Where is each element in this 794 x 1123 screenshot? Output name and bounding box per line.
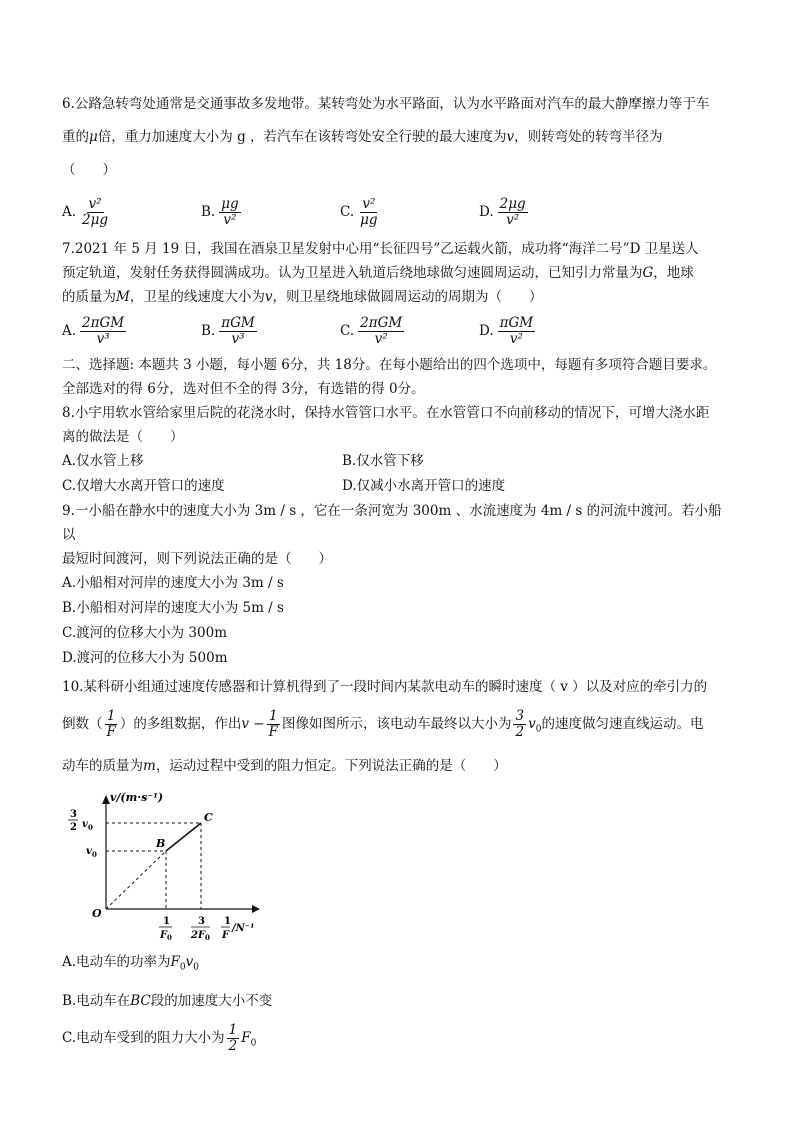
q8-option-a[interactable]: A.仅水管上移 [62, 453, 144, 469]
y-tick-top-sub: 0 [88, 822, 93, 832]
x-axis-label: /N⁻¹ [232, 922, 255, 934]
exam-page [62, 88, 734, 1064]
q10-stem-line-2 [62, 704, 734, 750]
q8-option-d[interactable]: D.仅减小水离开管口的速度 [342, 478, 506, 494]
x-axis-arrow [252, 905, 260, 913]
frac-den: v² [223, 211, 237, 228]
v-vs-inverse-F-graph [64, 791, 264, 941]
question-8 [62, 401, 734, 499]
q10-c-frac-half [227, 1023, 240, 1054]
q10-v0: v [528, 716, 536, 732]
x-tick2-sub: 0 [205, 932, 210, 941]
x-tick1-sub: 0 [167, 932, 172, 941]
q7-options [62, 309, 734, 353]
q6-mu: μ [89, 129, 98, 145]
point-c-label: C [204, 810, 213, 824]
q6-option-a[interactable] [62, 197, 201, 228]
x-tick2-num: 3 [198, 915, 205, 927]
option-fraction [219, 316, 256, 347]
option-fraction [498, 316, 535, 347]
question-10 [62, 671, 734, 1064]
q10-a-sub: 0 [179, 962, 186, 973]
q10-b-text: 段的加速度大小不变 [150, 993, 273, 1010]
q10-a-sub: 0 [193, 962, 200, 973]
q7-stem-line-2 [62, 261, 734, 285]
option-label: A. [62, 323, 77, 339]
q7-text: ，地球 [653, 265, 694, 281]
q7-option-d[interactable] [479, 316, 618, 347]
x-tick1-den: F [160, 929, 168, 941]
q9-option-b[interactable]: B.小船相对河岸的速度大小为 5m / s [62, 600, 284, 616]
frac-num: πGM [499, 314, 534, 331]
frac-den: 2μg [82, 211, 109, 228]
q7-text: 的质量为 [62, 289, 116, 305]
segment-BC [166, 823, 201, 851]
option-label: A. [62, 204, 77, 220]
q10-text: 动车的质量为 [62, 757, 143, 774]
frac-den: F [268, 724, 278, 740]
q8-stem-line-2: 离的做法是（ ） [62, 429, 184, 445]
q10-b-BC: BC [130, 993, 151, 1010]
frac-num: μg [221, 195, 239, 212]
question-9 [62, 499, 734, 671]
q7-option-a[interactable] [62, 316, 201, 347]
option-label: B. [201, 204, 216, 220]
q7-option-b[interactable] [201, 316, 340, 347]
q8-options-row-2 [62, 474, 734, 499]
q10-c-sub: 0 [250, 1039, 257, 1050]
frac-num: πGM [221, 314, 255, 331]
q10-a-F: F [170, 953, 180, 970]
q10-option-c[interactable] [62, 1018, 734, 1064]
frac-num: v² [88, 195, 102, 212]
q7-option-c[interactable] [340, 316, 479, 347]
q8-option-b[interactable]: B.仅水管下移 [342, 453, 424, 469]
q9-option-d[interactable]: D.渡河的位移大小为 500m [62, 650, 228, 666]
q6-stem-line-1: 6.公路急转弯处通常是交通事故多发地带。某转弯处为水平路面，认为水平路面对汽车的最大静摩擦力等于车 [62, 96, 710, 112]
q6-answer-paren: （ ） [62, 162, 116, 178]
q10-sub0: 0 [535, 724, 542, 735]
y-tick-top-den: 2 [70, 821, 77, 833]
section-2-line-2: 全部选对的得 6分，选对但不全的得 3分，有选错的得 0分。 [62, 381, 425, 397]
q10-b-text: B.电动车在 [62, 993, 131, 1010]
option-label: B. [201, 323, 216, 339]
frac-den: 2 [228, 1038, 238, 1055]
q10-text: ，运动过程中受到的阻力恒定。下列说法正确的是（ ） [155, 757, 507, 774]
q10-frac-1-over-F [267, 709, 280, 740]
frac-den: v³ [231, 330, 245, 347]
x-tick2-den: 2F [191, 929, 206, 941]
option-label: D. [479, 204, 494, 220]
q8-options-row-1 [62, 449, 734, 474]
option-fraction [358, 316, 404, 347]
q8-option-c[interactable]: C.仅增大水离开管口的速度 [62, 478, 225, 494]
frac-num: 3 [515, 708, 525, 724]
q7-stem-line-1: 7.2021 年 5 月 19 日，我国在酒泉卫星发射中心用“长征四号”乙运载火箭，成功将“海洋二号”D 卫星送人 [62, 241, 699, 257]
q8-stem-line-1: 8.小宇用软水管给家里后院的花浇水时，保持水管管口水平。在水管管口不向前移动的情况下，可增大浇水距 [62, 405, 710, 421]
q10-c-text: C.电动车受到的阻力大小为 [62, 1030, 225, 1047]
q10-stem-line-3 [62, 750, 734, 783]
frac-num: 2πGM [82, 314, 125, 331]
q6-text: ，则转弯处的转弯半径为 [514, 129, 663, 145]
q6-text: 倍，重力加速度大小为 g ，若汽车在该转弯处安全行驶的最大速度为 [97, 129, 507, 145]
frac-num: v² [362, 195, 376, 212]
frac-den: F [106, 724, 116, 740]
section-2-line-1: 二、选择题: 本题共 3 小题，每小题 6分，共 18分。在每小题给出的四个选项中，每题有多项符合题目要求。 [62, 357, 717, 373]
option-fraction [80, 197, 110, 228]
frac-den: v² [374, 330, 388, 347]
q6-option-b[interactable] [201, 197, 340, 228]
q10-a-text: A.电动车的功率为 [62, 953, 171, 970]
question-7 [62, 237, 734, 353]
x-tick1-num: 1 [163, 915, 170, 927]
q7-M: M [116, 289, 130, 305]
q6-stem-line-2 [62, 121, 734, 154]
q10-stem-line-1: 10.某科研小组通过速度传感器和计算机得到了一段时间内某款电动车的瞬时速度（ v ）以及对应的牵引力的 [62, 679, 708, 695]
q10-c-F: F [241, 1030, 251, 1047]
x-axis-frac-num: 1 [224, 915, 231, 927]
q10-text: 倒数（ [62, 716, 103, 732]
origin-label: O [92, 906, 102, 920]
option-fraction [358, 197, 379, 228]
option-label: C. [340, 204, 355, 220]
q6-text: 重的 [62, 129, 89, 145]
q10-frac-3-over-2 [513, 709, 526, 740]
x-axis-frac-den: F [222, 929, 230, 941]
frac-den: μg [360, 211, 378, 228]
q6-option-d[interactable] [479, 197, 618, 228]
y-axis-label: v/(m·s⁻¹) [110, 790, 164, 804]
q7-v: v [264, 289, 273, 305]
frac-num: 1 [106, 708, 116, 724]
q9-option-a[interactable]: A.小船相对河岸的速度大小为 3m / s [62, 575, 284, 591]
q10-text: 的速度做匀速直线运动。电 [541, 716, 704, 732]
option-fraction [80, 316, 126, 347]
y-tick-top-num: 3 [70, 808, 77, 820]
frac-den: 2 [515, 724, 525, 740]
frac-den: v² [509, 330, 523, 347]
y-tick-top-v: v [82, 818, 88, 830]
q9-stem-line-2: 最短时间渡河，则下列说法正确的是（ ） [62, 551, 332, 567]
q6-v: v [506, 129, 515, 145]
section-2-header [62, 353, 734, 401]
q6-option-c[interactable] [340, 197, 479, 228]
q7-G: G [642, 265, 654, 281]
option-fraction [498, 197, 528, 228]
frac-num: 1 [269, 708, 278, 724]
y-axis-arrow [102, 795, 110, 804]
q10-frac-1-over-F [105, 709, 118, 740]
q6-options [62, 187, 734, 237]
y-tick-v0-sub: 0 [92, 849, 97, 859]
q10-a-v: v [185, 953, 194, 970]
q7-text: 预定轨道，发射任务获得圆满成功。认为卫星进入轨道后绕地球做匀速圆周运动，已知引力常量为 [62, 265, 643, 281]
question-6 [62, 88, 734, 237]
frac-den: v² [506, 211, 520, 228]
q9-stem-line-1: 9.一小船在静水中的速度大小为 3m / s ，它在一条河宽为 300m 、水流速度为 4m / s 的河流中渡河。若小船以 [62, 503, 722, 543]
q7-text: ，则卫星绕地球做圆周运动的周期为（ ） [272, 289, 543, 305]
q10-m: m [143, 757, 156, 774]
q10-graph [64, 791, 734, 945]
q7-stem-line-3 [62, 285, 734, 309]
option-fraction [219, 197, 240, 228]
q7-text: ，卫星的线速度大小为 [129, 289, 265, 305]
q10-option-a[interactable] [62, 945, 734, 985]
option-label: C. [340, 323, 355, 339]
frac-den: v³ [96, 330, 110, 347]
frac-num: 2μg [499, 195, 526, 212]
q10-v-minus: v − [241, 716, 265, 732]
frac-num: 1 [228, 1022, 238, 1039]
point-b-label: B [156, 836, 166, 850]
q9-option-c[interactable]: C.渡河的位移大小为 300m [62, 625, 227, 641]
dashed-line-OB [106, 851, 166, 909]
q10-option-b[interactable] [62, 984, 734, 1018]
frac-num: 2πGM [360, 314, 403, 331]
q10-text: 图像如图所示，该电动车最终以大小为 [281, 716, 512, 732]
q10-text: ）的多组数据，作出 [119, 716, 242, 732]
option-label: D. [479, 323, 494, 339]
y-tick-v0: v [86, 845, 92, 857]
